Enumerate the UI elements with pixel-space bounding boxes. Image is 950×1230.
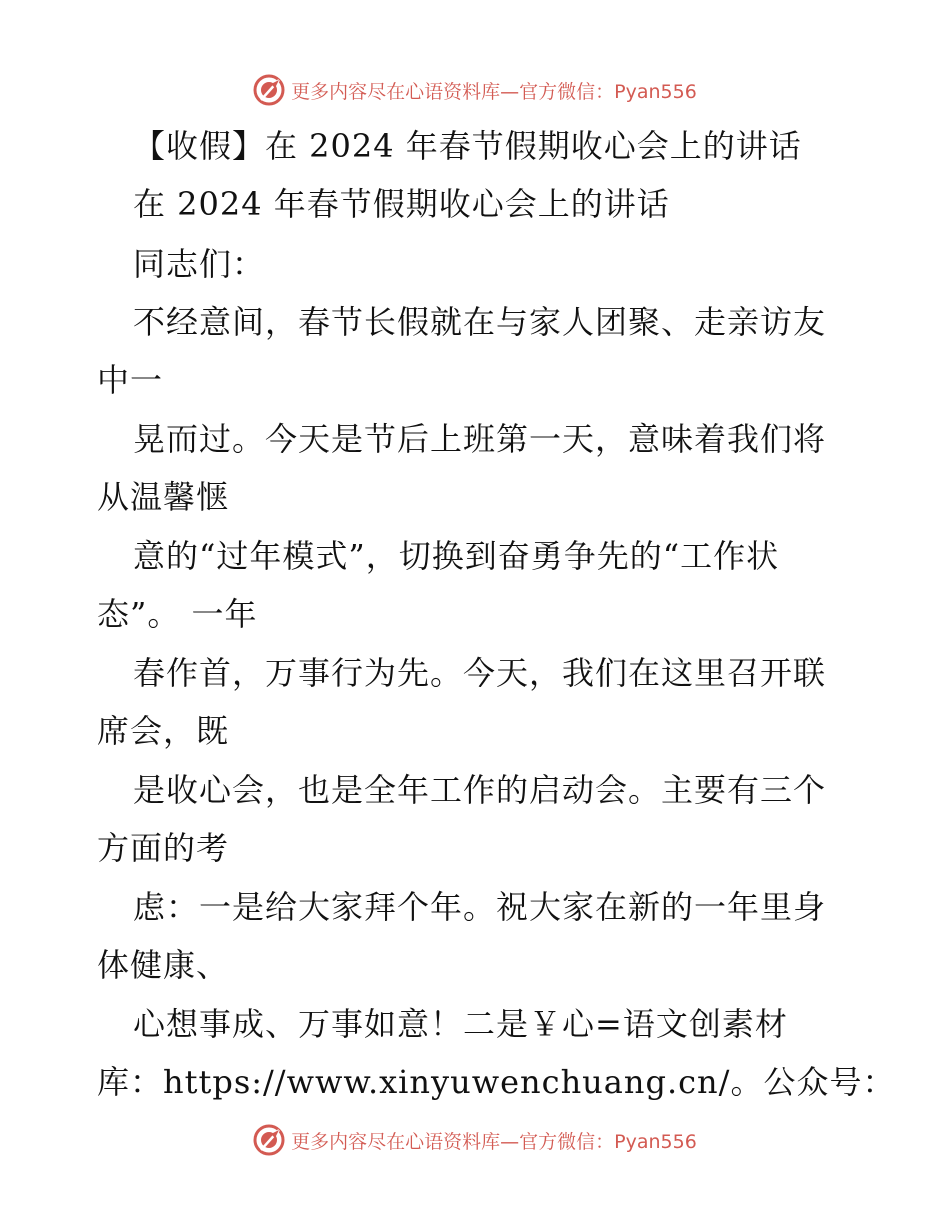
paragraph-line: 不经意间，春节长假就在与家人团聚、走亲访友 bbox=[133, 303, 827, 341]
paragraph-line: 体健康、 bbox=[97, 946, 230, 984]
quill-seal-icon bbox=[253, 1124, 285, 1156]
quill-seal-icon bbox=[253, 74, 285, 106]
paragraph-line: 心想事成、万事如意！二是￥心=语文创素材 bbox=[133, 1005, 788, 1043]
paragraph-line: 是收心会，也是全年工作的启动会。主要有三个 bbox=[133, 771, 827, 809]
paragraph-line: 席会，既 bbox=[97, 712, 230, 750]
header-banner bbox=[0, 70, 950, 110]
paragraph-line: 虑：一是给大家拜个年。祝大家在新的一年里身 bbox=[133, 888, 827, 926]
footer-banner-text: 更多内容尽在心语资料库—官方微信：Pyan556 bbox=[291, 1130, 697, 1153]
document-title: 【收假】在 2024 年春节假期收心会上的讲话 bbox=[133, 127, 802, 165]
paragraph-line: 中一 bbox=[97, 361, 164, 399]
document-subtitle: 在 2024 年春节假期收心会上的讲话 bbox=[133, 185, 670, 223]
salutation: 同志们： bbox=[133, 245, 266, 283]
paragraph-line: 库：https://www.xinyuwenchuang.cn/。公众号： bbox=[97, 1063, 896, 1101]
paragraph-line: 晃而过。今天是节后上班第一天，意味着我们将 bbox=[133, 420, 827, 458]
paragraph-line: 态”。 一年 bbox=[97, 595, 258, 633]
paragraph-line: 从温馨惬 bbox=[97, 478, 230, 516]
header-banner-text: 更多内容尽在心语资料库—官方微信：Pyan556 bbox=[291, 80, 697, 103]
footer-banner bbox=[0, 1120, 950, 1160]
paragraph-line: 春作首，万事行为先。今天，我们在这里召开联 bbox=[133, 654, 827, 692]
paragraph-line: 意的“过年模式”，切换到奋勇争先的“工作状 bbox=[133, 537, 780, 575]
paragraph-line: 方面的考 bbox=[97, 829, 230, 867]
